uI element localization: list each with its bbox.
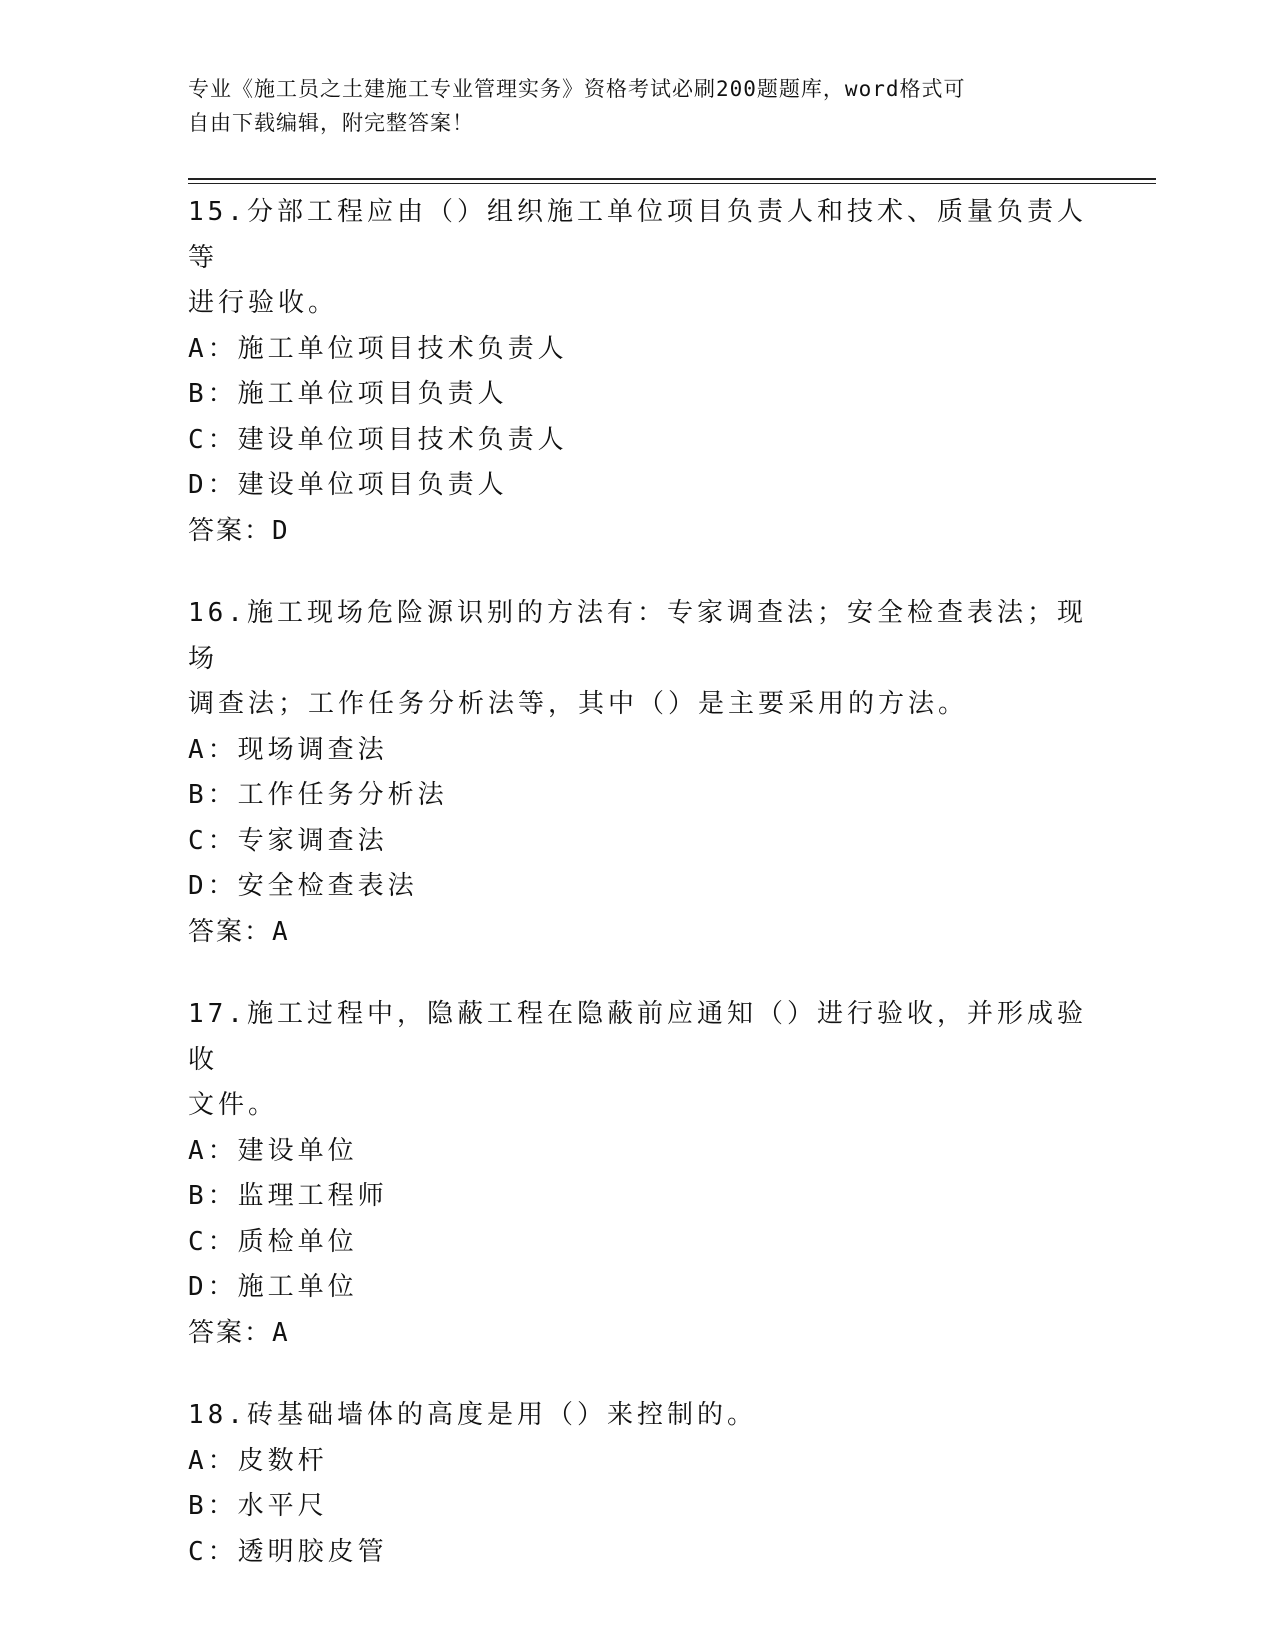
question-stem-line: 进行验收。 (188, 288, 339, 318)
option-c: C：专家调查法 (188, 825, 388, 856)
option-a: A：施工单位项目技术负责人 (188, 333, 568, 364)
header-divider-thin (188, 183, 1156, 184)
document-header (188, 72, 1088, 140)
question-stem-line: 16.施工现场危险源识别的方法有：专家调查法；安全检查表法；现场 (188, 598, 1087, 674)
question-list (188, 190, 1088, 1612)
option-d: D：施工单位 (188, 1272, 358, 1302)
header-line-2: 自由下载编辑，附完整答案！ (188, 111, 474, 135)
question-stem-line: 文件。 (188, 1090, 279, 1120)
answer-line: 答案：A (188, 916, 290, 947)
option-d: D：安全检查表法 (188, 871, 418, 901)
question-stem-line: 18.砖基础墙体的高度是用（）来控制的。 (188, 1400, 757, 1430)
question-stem-line: 17.施工过程中，隐蔽工程在隐蔽前应通知（）进行验收，并形成验收 (188, 999, 1087, 1075)
question-stem-line: 调查法；工作任务分析法等，其中（）是主要采用的方法。 (188, 689, 969, 719)
option-b: B：施工单位项目负责人 (188, 379, 508, 409)
header-divider-thick (188, 178, 1156, 180)
option-c: C：质检单位 (188, 1226, 358, 1257)
option-c: C：建设单位项目技术负责人 (188, 424, 568, 455)
option-d: D：建设单位项目负责人 (188, 470, 508, 500)
option-b: B：监理工程师 (188, 1181, 388, 1211)
question-stem-line: 15.分部工程应由（）组织施工单位项目负责人和技术、质量负责人等 (188, 197, 1087, 273)
header-line-1: 专业《施工员之土建施工专业管理实务》资格考试必刷200题题库，word格式可 (188, 77, 966, 101)
option-b: B：水平尺 (188, 1491, 328, 1521)
option-b: B：工作任务分析法 (188, 780, 448, 810)
question-15 (188, 190, 1088, 554)
option-a: A：皮数杆 (188, 1445, 328, 1476)
question-16 (188, 591, 1088, 955)
question-17 (188, 992, 1088, 1356)
option-a: A：现场调查法 (188, 734, 388, 765)
question-18 (188, 1393, 1088, 1575)
option-a: A：建设单位 (188, 1135, 358, 1166)
answer-line: 答案：D (188, 515, 290, 546)
option-c: C：透明胶皮管 (188, 1536, 388, 1567)
answer-line: 答案：A (188, 1317, 290, 1348)
